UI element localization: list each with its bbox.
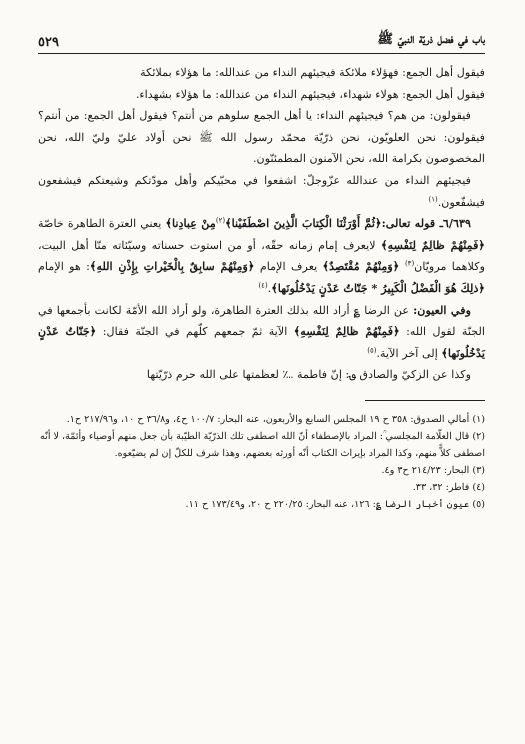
quran-verse: مِنْ عِبادِنا﴾ <box>165 216 216 231</box>
paragraph-uyun <box>38 300 485 365</box>
text: عن الرضا ؏ أراد الله بذلك العترة الطاهرة، ولو أراد الله الأمّة لكانت بأجمعها في الجنّة لقول الله: <box>38 303 485 339</box>
footnote-ref: (٢) <box>215 216 226 225</box>
paragraph: فيقول أهل الجمع: فهؤلاء ملائكة فيجيئهم النداء من عندالله: ما هؤلاء بملائكة <box>140 66 485 79</box>
text: إلى آخر الآية. <box>376 346 442 360</box>
page-number: ٥٢٩ <box>38 35 59 50</box>
quran-verse: ﴿وَمِنْهُمْ مُقْتَصِدٌ﴾ <box>322 259 405 274</box>
footnote-ref: (٥) <box>367 345 377 354</box>
footnotes <box>38 411 485 513</box>
footnote-1: (١) أمالي الصدوق: ٣٥٨ ح ١٩ المجلس السابع والأربعون، عنه البحار: ١٠٠/٧ ح٤، و٣٦/٨ ح ١٠، و٢١٧/٩٦ ح١. <box>66 413 485 425</box>
text: يعرف الإمام <box>254 260 323 274</box>
footnote-5: (٥) عيون أخبار الرضا ؏: ١٢٦، عنه البحار: ٢٢٠/٢٥ ح ٢٠، و١٧٣/٤٩ ح ١١. <box>185 498 485 510</box>
quran-verse: ﴿ثُمَّ أَوْرَثْنَا الْكِتابَ الَّذِينَ اصْطَفَيْنا﴾ <box>225 216 382 231</box>
main-text <box>38 62 485 386</box>
text: يعني العترة الطاهرة خاصّة <box>38 217 166 231</box>
source-lead: وفي العيون: <box>413 302 471 317</box>
page <box>38 30 485 734</box>
header-title: باب في فضل ذريّة النبيّ ﷺ <box>377 32 485 47</box>
quran-verse: ﴿فَمِنْهُمْ ظالِمٌ لِنَفْسِهِ﴾ <box>293 324 400 339</box>
paragraph <box>38 170 485 213</box>
paragraph-text: فيجيئهم النداء من عندالله عزّوجلّ: اشفعوا في محبّيكم وأهل مودّتكم وشيعتكم فيشفعون فيشفّعون. <box>38 173 485 209</box>
quran-verse: ﴿وَمِنْهُمْ سابِقٌ بِالْخَيْراتِ بِإِذْنِ اللهِ﴾ <box>89 259 255 274</box>
text: الآية ثمّ جمعهم كلّهم في الجنّة فقال: <box>96 325 294 339</box>
quran-verse: ﴿ذلِكَ هُوَ الْفَضْلُ الْكَبِيرُ * جَنّاتُ عَدْنٍ يَدْخُلُونَها﴾ <box>271 280 485 295</box>
quran-verse: ﴿جَنّاتُ عَدْنٍ يَدْخُلُونَها﴾ <box>38 324 485 360</box>
footnote-4: (٤) فاطر: ٣٢، ٣٣. <box>412 481 485 493</box>
text: . <box>267 281 272 295</box>
paragraph: فيقول أهل الجمع: هولاء شهداء، فيجيئهم النداء من عندالله: ما هؤلاء بشهداء. <box>135 87 485 101</box>
section-number: ٦/٦٣٩ <box>442 216 471 231</box>
section-639 <box>38 213 485 299</box>
footnote-separator <box>365 400 485 401</box>
text: : هو الإمام <box>38 260 90 274</box>
section-lead: ـ قوله تعالى: <box>381 216 443 231</box>
text: لايعرف إمام زمانه حقّه، أو من استوت حسناته وسيّئاته منّا أهل البيت، وكلاهما مرويّان <box>38 238 485 274</box>
footnote-ref: (١) <box>428 194 438 203</box>
paragraph: فيقولون: من هم؟ فيجيئهم النداء: يا أهل الجمع سلوهم من أنتم؟ فيقول أهل الجمع: من أنتم؟ فيقولون: نحن العلويّون، نحن ذرّيّة محمّد رسول الله ﷺ نحن أولاد عليّ وليّ الله، نحن المخصوصون بكرامة الله، نحن الآمنون المطمئنّون. <box>38 109 485 166</box>
quran-verse: ﴿فَمِنْهُمْ ظالِمٌ لِنَفْسِهِ﴾ <box>381 237 485 252</box>
footnote-3: (٣) البحار: ٢١٤/٢٣ ح٣ و٤. <box>381 464 485 476</box>
footnote-ref: (٤) <box>258 281 268 290</box>
running-header <box>38 30 485 54</box>
footnote-2: (٢) قال العلّامة المجلسي ؒ: المراد بالإصطفاء أنّ الله اصطفى تلك الذرّيّة الطيّبة بأن جعل منهم أوصياء وأئمّة، لا أنّه اصطفى كلاًّ منهم، وكذا المراد بإيراث الكتاب أنّه أورثه بعضهم، وهذا شرف للكلّ إن لم يضيّعوه. <box>40 430 485 459</box>
paragraph: وكذا عن الزكيّ والصادق ؈: إنّ فاطمة ؊ لعظمتها على الله حرم ذرّيّتها <box>146 368 471 382</box>
footnote-ref: (٣) <box>404 259 415 268</box>
